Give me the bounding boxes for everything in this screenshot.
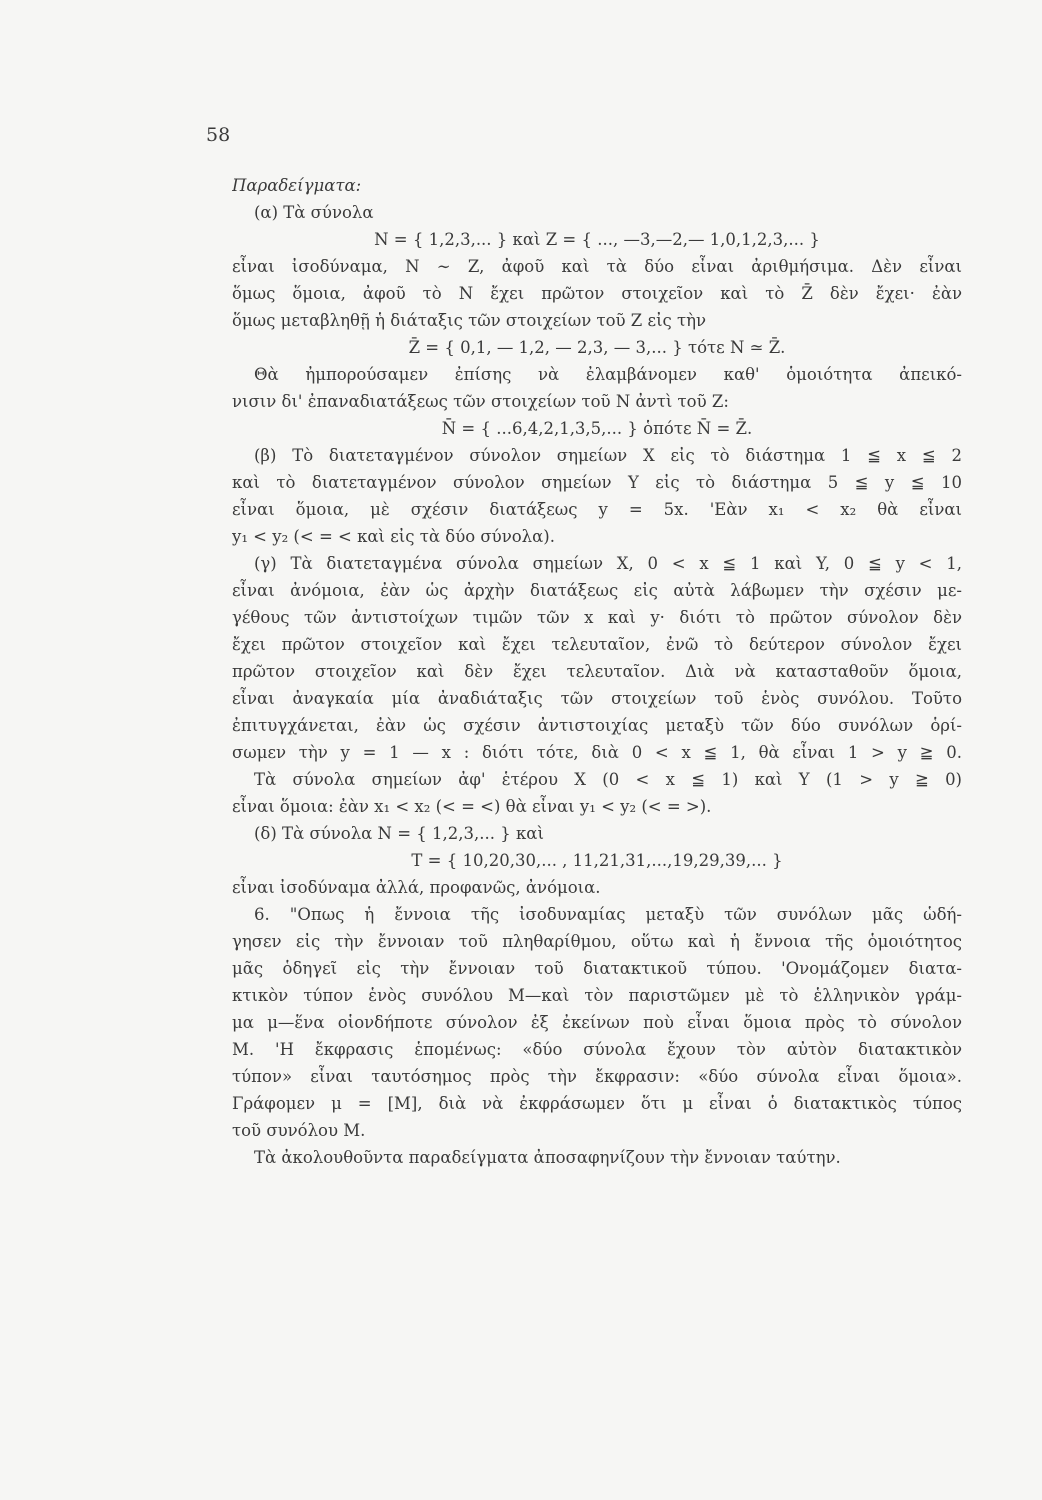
text-line: Γράφομεν μ = [M], διὰ νὰ ἐκφράσωμεν ὅτι μ εἶναι ὁ διατακτικὸς τύπος xyxy=(232,1094,962,1113)
text-line: Θὰ ἠμπορούσαμεν ἐπίσης νὰ ἐλαμβάνομεν καθ' ὁμοιότητα ἀπεικό- xyxy=(254,365,962,384)
text-line: τύπον» εἶναι ταυτόσημος πρὸς τὴν ἔκφρασιν: «δύο σύνολα εἶναι ὅμοια». xyxy=(232,1067,962,1086)
text-line: γησεν εἰς τὴν ἔννοιαν τοῦ πληθαρίθμου, οὕτω καὶ ἡ ἔννοια τῆς ὁμοιότητος xyxy=(232,932,962,951)
text-line: σωμεν τὴν y = 1 — x : διότι τότε, διὰ 0 < x ≦ 1, θὰ εἶναι 1 > y ≧ 0. xyxy=(232,743,962,762)
text-line: εἶναι ἰσοδύναμα, N ∼ Z, ἀφοῦ καὶ τὰ δύο εἶναι ἀριθμήσιμα. Δὲν εἶναι xyxy=(232,257,962,276)
text-line: N̄ = { ...6,4,2,1,3,5,... } ὁπότε N̄ = Z̄. xyxy=(441,419,753,438)
text-line: νισιν δι' ἐπαναδιατάξεως τῶν στοιχείων τοῦ N ἀντὶ τοῦ Z: xyxy=(232,392,729,411)
text-line: ὅμως μεταβληθῇ ἡ διάταξις τῶν στοιχείων τοῦ Z εἰς τὴν xyxy=(232,311,707,330)
text-line: εἶναι ὅμοια: ἐὰν x₁ < x₂ (< = <) θὰ εἶναι y₁ < y₂ (< = >). xyxy=(232,797,712,816)
text-line: πρῶτον στοιχεῖον καὶ δὲν ἔχει τελευταῖον. Διὰ νὰ κατασταθοῦν ὅμοια, xyxy=(232,662,962,681)
text-line: y₁ < y₂ (< = < καὶ εἰς τὰ δύο σύνολα). xyxy=(232,527,555,546)
text-line: ἔχει πρῶτον στοιχεῖον καὶ ἔχει τελευταῖον, ἐνῶ τὸ δεύτερον σύνολον ἔχει xyxy=(232,635,962,654)
text-line: κτικὸν τύπον ἑνὸς συνόλου M—καὶ τὸν παριστῶμεν μὲ τὸ ἑλληνικὸν γράμ- xyxy=(232,986,962,1005)
text-line: M. 'Η ἔκφρασις ἑπομένως: «δύο σύνολα ἔχουν τὸν αὐτὸν διατακτικὸν xyxy=(232,1040,962,1059)
page-body xyxy=(232,172,962,1171)
text-line: τοῦ συνόλου M. xyxy=(232,1121,366,1140)
text-line: ὅμως ὅμοια, ἀφοῦ τὸ N ἔχει πρῶτον στοιχεῖον καὶ τὸ Z̄ δὲν ἔχει· ἐὰν xyxy=(232,284,962,303)
examples-heading: Παραδείγματα: xyxy=(232,176,362,195)
text-line: καὶ τὸ διατεταγμένον σύνολον σημείων Y εἰς τὸ διάστημα 5 ≦ y ≦ 10 xyxy=(232,473,962,492)
text-line: εἶναι ἀνόμοια, ἐὰν ὡς ἀρχὴν διατάξεως εἰς αὐτὰ λάβωμεν τὴν σχέσιν με- xyxy=(232,581,962,600)
text-lines xyxy=(232,199,962,1171)
text-line: ἐπιτυγχάνεται, ἐὰν ὡς σχέσιν ἀντιστοιχίας μεταξὺ τῶν δύο συνόλων ὁρί- xyxy=(232,716,962,735)
text-line: T = { 10,20,30,... , 11,21,31,...,19,29,39,... } xyxy=(411,851,783,870)
text-line: μᾶς ὁδηγεῖ εἰς τὴν ἔννοιαν τοῦ διατακτικοῦ τύπου. 'Ονομάζομεν διατα- xyxy=(232,959,962,978)
text-line: (β) Τὸ διατεταγμένον σύνολον σημείων X εἰς τὸ διάστημα 1 ≦ x ≦ 2 xyxy=(254,446,962,465)
text-line: (δ) Τὰ σύνολα N = { 1,2,3,... } καὶ xyxy=(254,824,544,843)
page-number: 58 xyxy=(206,124,231,146)
text-line: γέθους τῶν ἀντιστοίχων τιμῶν τῶν x καὶ y· διότι τὸ πρῶτον σύνολον δὲν xyxy=(232,608,962,627)
text-line: N = { 1,2,3,... } καὶ Z = { ..., —3,—2,— 1,0,1,2,3,... } xyxy=(374,230,820,249)
text-line: 6. "Οπως ἡ ἔννοια τῆς ἰσοδυναμίας μεταξὺ τῶν συνόλων μᾶς ὡδή- xyxy=(254,905,962,924)
text-line: (γ) Τὰ διατεταγμένα σύνολα σημείων X, 0 < x ≦ 1 καὶ Y, 0 ≦ y < 1, xyxy=(254,554,962,573)
text-line: Τὰ ἀκολουθοῦντα παραδείγματα ἀποσαφηνίζουν τὴν ἔννοιαν ταύτην. xyxy=(254,1148,841,1167)
text-line: μα μ—ἕνα οἱονδήποτε σύνολον ἐξ ἐκείνων ποὺ εἶναι ὅμοια πρὸς τὸ σύνολον xyxy=(232,1013,962,1032)
text-line: εἶναι ἰσοδύναμα ἀλλά, προφανῶς, ἀνόμοια. xyxy=(232,878,601,897)
text-line: εἶναι ἀναγκαία μία ἀναδιάταξις τῶν στοιχείων τοῦ ἑνὸς συνόλου. Τοῦτο xyxy=(232,689,962,708)
text-line: Z̄ = { 0,1, — 1,2, — 2,3, — 3,... } τότε N ≃ Z̄. xyxy=(408,338,786,357)
text-line: εἶναι ὅμοια, μὲ σχέσιν διατάξεως y = 5x. 'Εὰν x₁ < x₂ θὰ εἶναι xyxy=(232,500,962,519)
text-line: Τὰ σύνολα σημείων ἀφ' ἑτέρου X (0 < x ≦ 1) καὶ Y (1 > y ≧ 0) xyxy=(254,770,962,789)
text-line: (α) Τὰ σύνολα xyxy=(254,203,374,222)
